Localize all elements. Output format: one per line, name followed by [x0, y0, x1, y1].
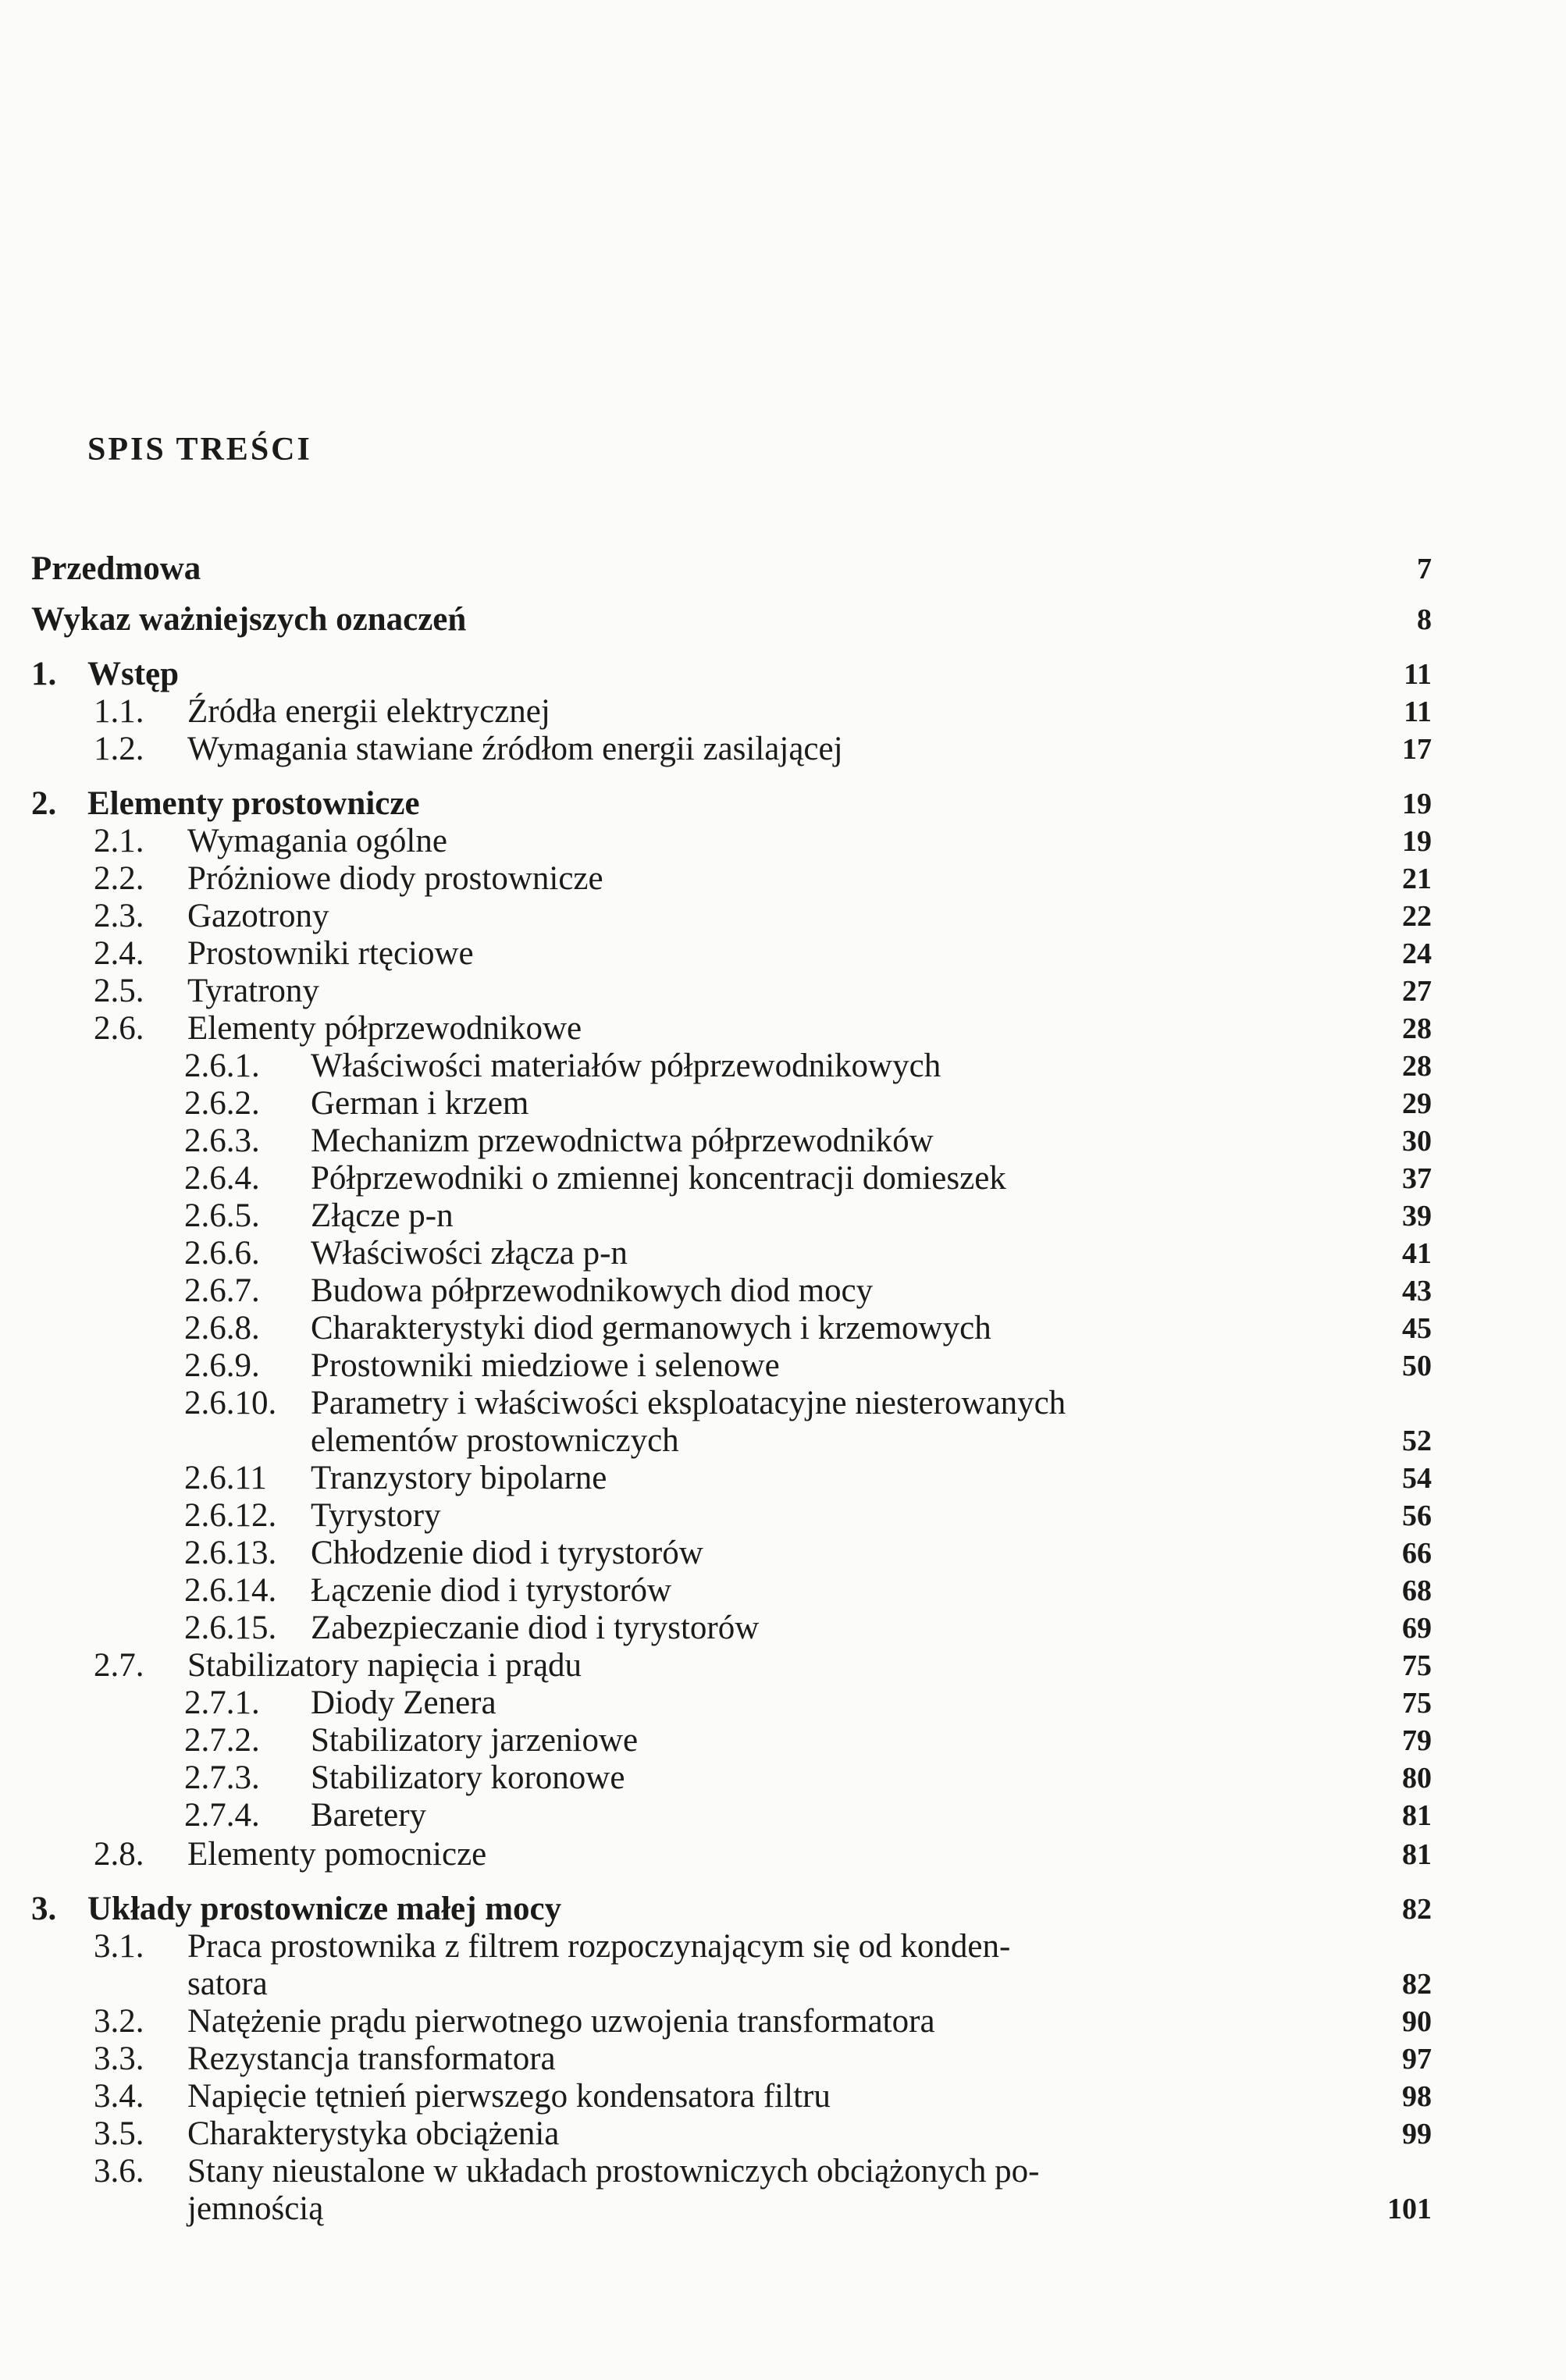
toc-entry: [0, 1197, 1566, 1235]
section-number: 2.6.2.: [184, 1085, 260, 1122]
toc-entry: [0, 1347, 1566, 1385]
toc-entry: [0, 1610, 1566, 1647]
toc-entry: [0, 935, 1566, 973]
page-number: 39: [1402, 1200, 1432, 1233]
section-number: 2.6.11: [184, 1460, 267, 1496]
section-number: 2.6.9.: [184, 1347, 260, 1384]
section-number: 2.8.: [94, 1836, 144, 1873]
page-number: 45: [1402, 1312, 1432, 1345]
page-number: 24: [1402, 937, 1432, 970]
page-number: 82: [1402, 1968, 1432, 2001]
toc-entry: [0, 2040, 1566, 2078]
toc-entry: [0, 785, 1566, 823]
section-number: 2.6.4.: [184, 1160, 260, 1197]
toc-entry: [0, 1836, 1566, 1873]
section-title: Stany nieustalone w układach prostowniczych obciążonych po-: [187, 2153, 1040, 2190]
section-title: Źródła energii elektrycznej: [187, 693, 550, 730]
page-number: 17: [1402, 733, 1432, 766]
section-title: Prostowniki rtęciowe: [187, 935, 474, 972]
page-number: 54: [1402, 1462, 1432, 1495]
section-number: 2.5.: [94, 973, 144, 1009]
section-number: 2.6.12.: [184, 1497, 277, 1534]
section-title: Stabilizatory jarzeniowe: [311, 1722, 639, 1759]
page-number: 52: [1402, 1425, 1432, 1457]
page-number: 11: [1404, 658, 1432, 691]
page-number: 43: [1402, 1275, 1432, 1307]
page-number: 81: [1402, 1838, 1432, 1871]
toc-entry: [0, 1722, 1566, 1759]
section-title: Chłodzenie diod i tyrystorów: [311, 1535, 703, 1571]
section-title: Tyrystory: [311, 1497, 441, 1534]
section-title: Mechanizm przewodnictwa półprzewodników: [311, 1122, 934, 1159]
section-title: Diody Zenera: [311, 1684, 496, 1721]
page-number: 99: [1402, 2118, 1432, 2151]
section-number: 3.: [31, 1891, 57, 1927]
toc-entry: [0, 2153, 1566, 2190]
section-number: 2.6.8.: [184, 1310, 260, 1347]
section-number: 2.6.14.: [184, 1572, 277, 1609]
toc-entry: [0, 601, 1566, 639]
page-number: 22: [1402, 900, 1432, 933]
section-number: 3.4.: [94, 2078, 144, 2115]
section-title: Charakterystyka obciążenia: [187, 2115, 560, 2152]
toc-entry: [0, 1647, 1566, 1684]
section-title: Złącze p-n: [311, 1197, 454, 1234]
toc-entry: [0, 1272, 1566, 1310]
page-number: 101: [1387, 2193, 1432, 2225]
section-title: Elementy pomocnicze: [187, 1836, 487, 1873]
section-number: 2.6.1.: [184, 1048, 260, 1084]
section-title: Wykaz ważniejszych oznaczeń: [31, 601, 467, 638]
section-title: Układy prostownicze małej mocy: [87, 1891, 562, 1927]
page-number: 82: [1402, 1893, 1432, 1926]
page-number: 97: [1402, 2043, 1432, 2076]
section-title: Wymagania ogólne: [187, 823, 447, 859]
page-number: 90: [1402, 2005, 1432, 2038]
toc-entry: [0, 823, 1566, 860]
section-title: Zabezpieczanie diod i tyrystorów: [311, 1610, 760, 1646]
page-number: 66: [1402, 1537, 1432, 1570]
section-number: 2.3.: [94, 898, 144, 934]
toc-entry: [0, 1572, 1566, 1610]
toc-entry: [0, 1684, 1566, 1722]
section-title: Napięcie tętnień pierwszego kondensatora filtru: [187, 2078, 831, 2115]
page-number: 68: [1402, 1574, 1432, 1607]
section-number: 2.6.13.: [184, 1535, 277, 1571]
page-number: 81: [1402, 1799, 1432, 1832]
section-title: Elementy prostownicze: [87, 785, 420, 822]
section-title: Właściwości materiałów półprzewodnikowych: [311, 1048, 941, 1084]
page-number: 11: [1404, 696, 1432, 728]
page-title: SPIS TREŚCI: [87, 432, 312, 468]
toc-entry: [0, 1497, 1566, 1535]
section-title: Gazotrony: [187, 898, 329, 934]
section-title: Rezystancja transformatora: [187, 2040, 556, 2077]
toc-entry: [0, 2190, 1566, 2228]
page-number: 79: [1402, 1724, 1432, 1757]
page-number: 21: [1402, 863, 1432, 895]
section-title: Baretery: [311, 1797, 427, 1834]
toc-entry: [0, 1235, 1566, 1272]
toc-entry: [0, 1010, 1566, 1048]
page-number: 19: [1402, 825, 1432, 858]
section-title: jemnością: [187, 2190, 324, 2227]
section-title: Charakterystyki diod germanowych i krzemowych: [311, 1310, 991, 1347]
section-number: 2.7.: [94, 1647, 144, 1684]
toc-entry: [0, 656, 1566, 693]
toc-entry: [0, 1385, 1566, 1422]
toc-entry: [0, 1085, 1566, 1122]
section-number: 3.3.: [94, 2040, 144, 2077]
page-number: 75: [1402, 1649, 1432, 1682]
page-number: 28: [1402, 1050, 1432, 1083]
page-number: 28: [1402, 1012, 1432, 1045]
section-number: 2.6.3.: [184, 1122, 260, 1159]
section-number: 1.2.: [94, 731, 144, 767]
section-number: 2.6.15.: [184, 1610, 277, 1646]
section-number: 2.6.5.: [184, 1197, 260, 1234]
page-number: 98: [1402, 2080, 1432, 2113]
section-title: satora: [187, 1966, 268, 2002]
page-number: 8: [1417, 603, 1432, 636]
section-title: Półprzewodniki o zmiennej koncentracji domieszek: [311, 1160, 1006, 1197]
page-number: 80: [1402, 1762, 1432, 1795]
section-title: Natężenie prądu pierwotnego uzwojenia transformatora: [187, 2003, 935, 2040]
toc-entry: [0, 1535, 1566, 1572]
toc-entry: [0, 860, 1566, 898]
section-number: 2.7.1.: [184, 1684, 260, 1721]
section-title: Prostowniki miedziowe i selenowe: [311, 1347, 780, 1384]
section-number: 2.: [31, 785, 57, 822]
section-title: Budowa półprzewodnikowych diod mocy: [311, 1272, 874, 1309]
toc-entry: [0, 1460, 1566, 1497]
toc-entry: [0, 1048, 1566, 1085]
toc-entry: [0, 898, 1566, 935]
toc-entry: [0, 2003, 1566, 2040]
page-number: 19: [1402, 788, 1432, 820]
section-number: 3.5.: [94, 2115, 144, 2152]
toc-entry: [0, 550, 1566, 588]
section-number: 3.6.: [94, 2153, 144, 2190]
toc-entry: [0, 1310, 1566, 1347]
toc-entry: [0, 1966, 1566, 2003]
toc-entry: [0, 2115, 1566, 2153]
toc-entry: [0, 1422, 1566, 1460]
section-number: 2.6.6.: [184, 1235, 260, 1272]
section-title: Praca prostownika z filtrem rozpoczynającym się od konden-: [187, 1928, 1011, 1965]
toc-entry: [0, 2078, 1566, 2115]
toc-entry: [0, 1928, 1566, 1966]
section-title: Tranzystory bipolarne: [311, 1460, 607, 1496]
toc-entry: [0, 731, 1566, 768]
page-number: 56: [1402, 1500, 1432, 1532]
section-title: Stabilizatory koronowe: [311, 1759, 625, 1796]
section-title: Przedmowa: [31, 550, 201, 587]
toc-entry: [0, 1122, 1566, 1160]
page-number: 29: [1402, 1087, 1432, 1120]
page-number: 37: [1402, 1162, 1432, 1195]
section-title: Łączenie diod i tyrystorów: [311, 1572, 672, 1609]
section-title: Próżniowe diody prostownicze: [187, 860, 603, 897]
toc-entry: [0, 1160, 1566, 1197]
page-number: 75: [1402, 1687, 1432, 1720]
section-number: 2.4.: [94, 935, 144, 972]
section-title: Wstęp: [87, 656, 180, 692]
toc-entry: [0, 1797, 1566, 1834]
page-number: 41: [1402, 1237, 1432, 1270]
section-number: 2.6.: [94, 1010, 144, 1047]
toc-entry: [0, 1759, 1566, 1797]
section-title: Parametry i właściwości eksploatacyjne niesterowanych: [311, 1385, 1066, 1421]
section-title: elementów prostowniczych: [311, 1422, 679, 1459]
page-number: 50: [1402, 1350, 1432, 1382]
section-number: 2.6.10.: [184, 1385, 277, 1421]
section-number: 2.7.4.: [184, 1797, 260, 1834]
toc-entry: [0, 693, 1566, 731]
section-number: 2.2.: [94, 860, 144, 897]
section-title: German i krzem: [311, 1085, 529, 1122]
section-number: 3.2.: [94, 2003, 144, 2040]
section-number: 1.: [31, 656, 57, 692]
section-title: Właściwości złącza p-n: [311, 1235, 628, 1272]
section-number: 2.6.7.: [184, 1272, 260, 1309]
section-title: Tyratrony: [187, 973, 319, 1009]
section-title: Wymagania stawiane źródłom energii zasilającej: [187, 731, 843, 767]
section-title: Elementy półprzewodnikowe: [187, 1010, 582, 1047]
page-number: 27: [1402, 975, 1432, 1008]
toc-entry: [0, 1891, 1566, 1928]
toc-entry: [0, 973, 1566, 1010]
section-number: 3.1.: [94, 1928, 144, 1965]
section-number: 1.1.: [94, 693, 144, 730]
section-title: Stabilizatory napięcia i prądu: [187, 1647, 582, 1684]
page-number: 69: [1402, 1612, 1432, 1645]
section-number: 2.7.3.: [184, 1759, 260, 1796]
page-number: 7: [1417, 553, 1432, 585]
page-number: 30: [1402, 1125, 1432, 1158]
section-number: 2.1.: [94, 823, 144, 859]
section-number: 2.7.2.: [184, 1722, 260, 1759]
